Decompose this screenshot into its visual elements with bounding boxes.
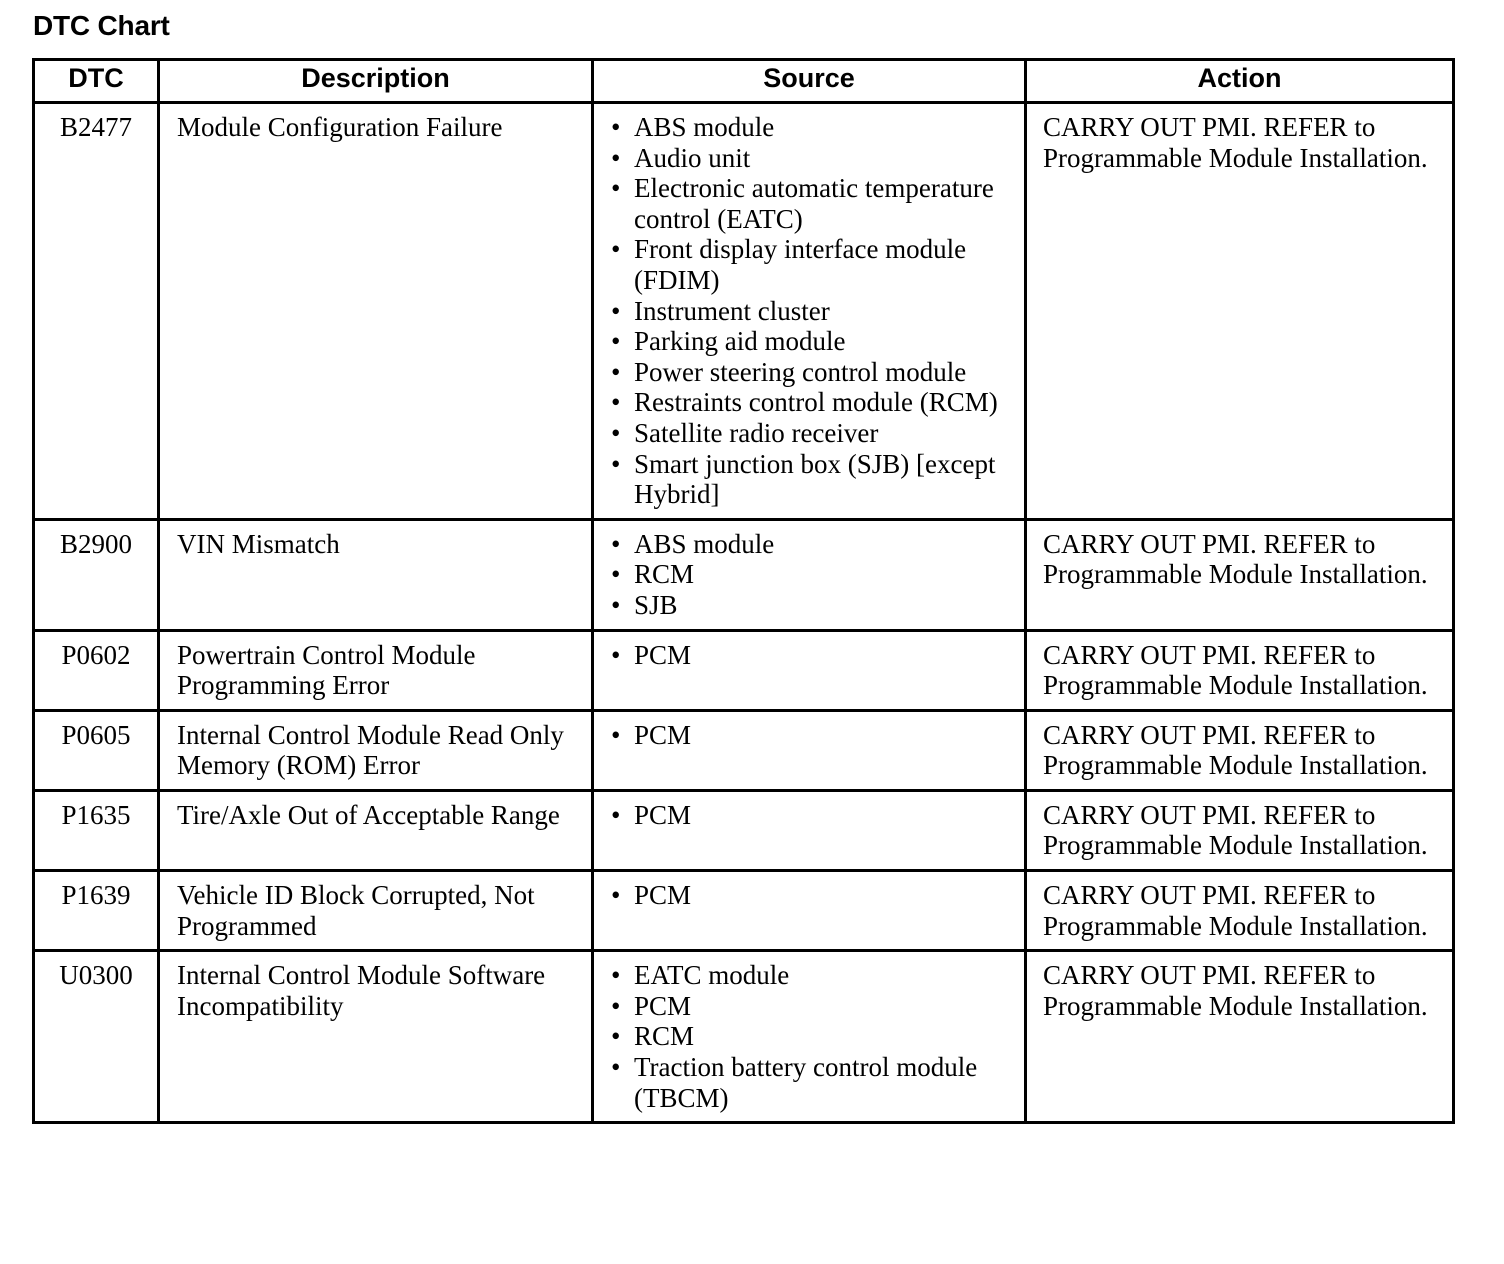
column-header-source: Source xyxy=(593,60,1026,103)
bullet-icon: • xyxy=(611,1052,621,1083)
bullet-icon: • xyxy=(611,295,621,326)
bullet-icon: • xyxy=(611,142,621,173)
column-header-description: Description xyxy=(159,60,593,103)
bullet-icon: • xyxy=(611,234,621,265)
bullet-icon: • xyxy=(611,719,621,750)
source-cell xyxy=(593,519,1026,630)
source-list-item xyxy=(610,800,1018,831)
source-list xyxy=(610,640,1018,671)
source-cell xyxy=(593,951,1026,1123)
source-list-item xyxy=(610,449,1018,510)
source-list-item xyxy=(610,387,1018,418)
bullet-icon: • xyxy=(611,173,621,204)
dtc-code-cell: P0602 xyxy=(34,630,159,710)
source-list-item xyxy=(610,640,1018,671)
source-item-text: Power steering control module xyxy=(634,356,967,387)
source-list-item xyxy=(610,880,1018,911)
source-list xyxy=(610,720,1018,751)
action-cell: CARRY OUT PMI. REFER to Programmable Module Installation. xyxy=(1026,630,1454,710)
description-cell: Module Configuration Failure xyxy=(159,103,593,520)
source-list-item xyxy=(610,173,1018,234)
dtc-table xyxy=(32,58,1455,1124)
dtc-code-cell: P1639 xyxy=(34,871,159,951)
source-list xyxy=(610,960,1018,1113)
source-list-item xyxy=(610,1021,1018,1052)
source-item-text: Satellite radio receiver xyxy=(634,417,879,448)
bullet-icon: • xyxy=(611,1021,621,1052)
source-cell xyxy=(593,790,1026,870)
source-item-text: Smart junction box (SJB) [except Hybrid] xyxy=(634,448,996,510)
source-item-text: RCM xyxy=(634,1021,695,1052)
bullet-icon: • xyxy=(611,112,621,142)
description-cell: Powertrain Control Module Programming Error xyxy=(159,630,593,710)
source-list-item xyxy=(610,590,1018,621)
source-item-text: Traction battery control module (TBCM) xyxy=(634,1052,978,1113)
bullet-icon: • xyxy=(611,880,621,911)
source-list-item xyxy=(610,326,1018,357)
table-body xyxy=(34,103,1454,1123)
description-cell: VIN Mismatch xyxy=(159,519,593,630)
dtc-code-cell: U0300 xyxy=(34,951,159,1123)
table-row-p1639 xyxy=(34,871,1454,951)
table-row-p0605 xyxy=(34,710,1454,790)
bullet-icon: • xyxy=(611,960,621,991)
bullet-icon: • xyxy=(611,528,621,559)
source-item-text: EATC module xyxy=(634,960,790,991)
dtc-code-cell: P0605 xyxy=(34,710,159,790)
bullet-icon: • xyxy=(611,589,621,620)
table-row-p0602 xyxy=(34,630,1454,710)
action-cell: CARRY OUT PMI. REFER to Programmable Module Installation. xyxy=(1026,519,1454,630)
bullet-icon: • xyxy=(611,356,621,387)
source-item-text: PCM xyxy=(634,880,692,911)
table-row-p1635 xyxy=(34,790,1454,870)
table-header-row xyxy=(34,60,1454,103)
source-list-item xyxy=(610,960,1018,991)
table-row-u0300 xyxy=(34,951,1454,1123)
bullet-icon: • xyxy=(611,387,621,418)
action-cell: CARRY OUT PMI. REFER to Programmable Module Installation. xyxy=(1026,710,1454,790)
source-item-text: PCM xyxy=(634,990,692,1021)
source-cell xyxy=(593,871,1026,951)
dtc-code-cell: P1635 xyxy=(34,790,159,870)
source-list xyxy=(610,112,1018,510)
source-list-item xyxy=(610,529,1018,560)
source-list-item xyxy=(610,1052,1018,1113)
description-cell: Vehicle ID Block Corrupted, Not Programmed xyxy=(159,871,593,951)
source-cell xyxy=(593,630,1026,710)
source-list-item xyxy=(610,418,1018,449)
action-cell: CARRY OUT PMI. REFER to Programmable Module Installation. xyxy=(1026,103,1454,520)
table-row-b2477 xyxy=(34,103,1454,520)
page-title: DTC Chart xyxy=(33,10,170,41)
source-list-item xyxy=(610,143,1018,174)
source-item-text: Electronic automatic temperature control (EATC) xyxy=(634,173,994,234)
column-header-dtc: DTC xyxy=(34,60,159,103)
source-list xyxy=(610,880,1018,911)
source-list xyxy=(610,800,1018,831)
source-item-text: Restraints control module (RCM) xyxy=(634,387,998,418)
source-item-text: PCM xyxy=(634,719,692,750)
description-cell: Internal Control Module Software Incompatibility xyxy=(159,951,593,1123)
action-cell: CARRY OUT PMI. REFER to Programmable Module Installation. xyxy=(1026,790,1454,870)
source-list-item xyxy=(610,720,1018,751)
table-row-b2900 xyxy=(34,519,1454,630)
source-item-text: Audio unit xyxy=(634,142,751,173)
description-cell: Internal Control Module Read Only Memory (ROM) Error xyxy=(159,710,593,790)
source-item-text: RCM xyxy=(634,559,695,590)
source-list-item xyxy=(610,296,1018,327)
source-item-text: PCM xyxy=(634,799,692,830)
source-item-text: Instrument cluster xyxy=(634,295,830,326)
bullet-icon: • xyxy=(611,559,621,590)
description-cell: Tire/Axle Out of Acceptable Range xyxy=(159,790,593,870)
action-cell: CARRY OUT PMI. REFER to Programmable Module Installation. xyxy=(1026,951,1454,1123)
source-list-item xyxy=(610,234,1018,295)
source-list xyxy=(610,529,1018,621)
action-cell: CARRY OUT PMI. REFER to Programmable Module Installation. xyxy=(1026,871,1454,951)
source-item-text: Parking aid module xyxy=(634,326,846,357)
dtc-code-cell: B2900 xyxy=(34,519,159,630)
bullet-icon: • xyxy=(611,990,621,1021)
bullet-icon: • xyxy=(611,639,621,670)
dtc-code-cell: B2477 xyxy=(34,103,159,520)
source-item-text: SJB xyxy=(634,589,678,620)
source-item-text: PCM xyxy=(634,639,692,670)
source-item-text: ABS module xyxy=(634,528,775,559)
source-cell xyxy=(593,710,1026,790)
bullet-icon: • xyxy=(611,417,621,448)
bullet-icon: • xyxy=(611,448,621,479)
column-header-action: Action xyxy=(1026,60,1454,103)
bullet-icon: • xyxy=(611,799,621,830)
source-item-text: Front display interface module (FDIM) xyxy=(634,234,967,295)
source-list-item xyxy=(610,112,1018,143)
source-list-item xyxy=(610,559,1018,590)
source-item-text: ABS module xyxy=(634,112,775,142)
source-cell xyxy=(593,103,1026,520)
source-list-item xyxy=(610,991,1018,1022)
bullet-icon: • xyxy=(611,326,621,357)
source-list-item xyxy=(610,357,1018,388)
